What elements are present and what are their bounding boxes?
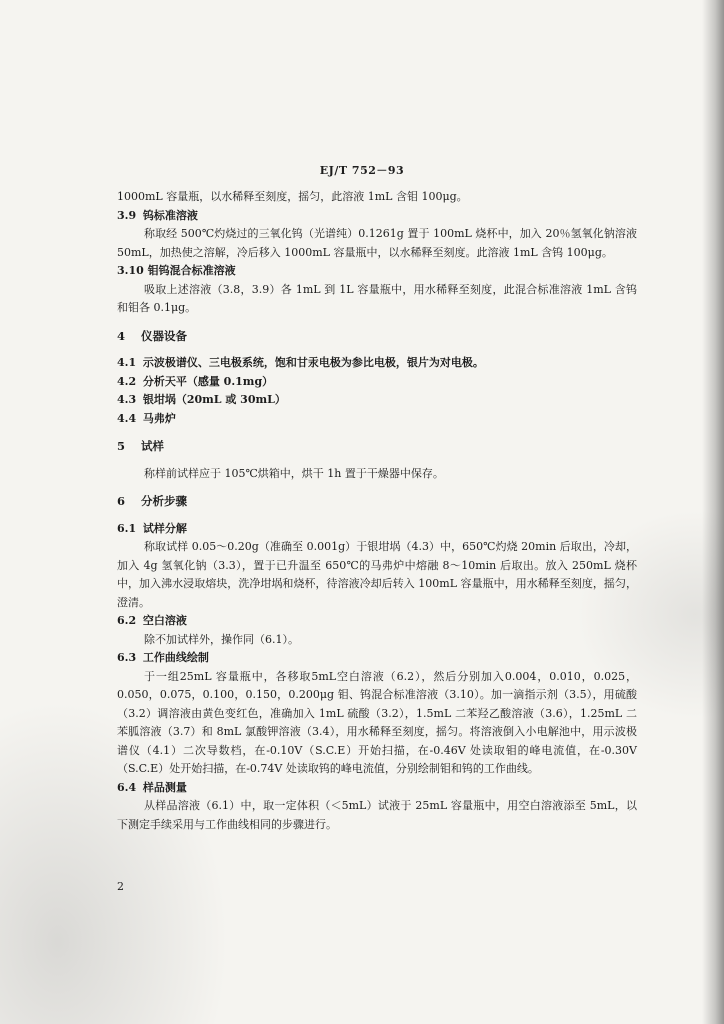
subsection-heading [117, 391, 637, 410]
section-heading [117, 437, 637, 456]
scan-shadow-edge [702, 0, 724, 1024]
section-number: 4.4 [117, 411, 137, 425]
document-body [117, 188, 637, 834]
section-number: 4 [117, 328, 126, 343]
section-title: 马弗炉 [142, 411, 176, 425]
subsection-heading [117, 262, 637, 281]
section-number: 6.4 [117, 780, 137, 794]
section-number: 3.10 [117, 264, 144, 277]
subsection-heading [117, 612, 637, 631]
paragraph: 称样前试样应于 105℃烘箱中，烘干 1h 置于干燥器中保存。 [144, 466, 444, 480]
section-title: 仪器设备 [141, 328, 188, 343]
section-title: 示波极谱仪、三电极系统，饱和甘汞电极为参比电极，银片为对电极。 [142, 356, 484, 369]
subsection-heading [117, 649, 637, 668]
section-number: 6 [117, 494, 126, 508]
section-title: 空白溶液 [142, 614, 187, 627]
paragraph: 从样品溶液（6.1）中，取一定体积（＜5mL）试液于 25mL 容量瓶中，用空白溶液添至 5mL，以下测定手续采用与工作曲线相同的步骤进行。 [117, 799, 637, 831]
paragraph: 1000mL 容量瓶，以水稀释至刻度，摇匀，此溶液 1mL 含钼 100μg。 [117, 190, 468, 203]
section-title: 分析天平（感量 0.1mg） [142, 374, 274, 388]
section-title: 钼钨混合标准溶液 [147, 264, 236, 277]
section-title: 分析步骤 [141, 494, 188, 508]
paragraph: 于一组25mL 容量瓶中，各移取5mL空白溶液（6.2），然后分别加入0.004，0.010，0.025，0.050，0.075，0.100，0.150，0.200μg 钼、钨混合标准溶液（3.10）。加一滴指示剂（3.5），用硫酸（3.2）调溶液由黄色变红色，准确加入 1mL 硫酸（3.2），1.5mL 二苯羟乙酸溶液（3.6），1.25mL 二苯胍溶液（3.7）和 8mL 氯酸钾溶液（3.4），用水稀释至刻度，摇匀。将溶液倒入小电解池中，用示波极谱仪（4.1）二次导数档，在-0.10V（S.C.E）开始扫描，在-0.46V 处读取钼的峰电流值，在-0.30V（S.C.E）处开始扫描，在-0.74V 处读取钨的峰电流值，分别绘制钼和钨的工作曲线。 [117, 669, 637, 775]
section-heading [117, 492, 637, 511]
subsection-heading [117, 354, 637, 373]
section-title: 工作曲线绘制 [142, 651, 209, 664]
paragraph: 称取经 500℃灼烧过的三氧化钨（光谱纯）0.1261g 置于 100mL 烧杯中，加入 20％氢氧化钠溶液 50mL，加热使之溶解，冷后移入 1000mL 容量瓶中，以水稀释至刻度。此溶液 1mL 含钨 100μg。 [117, 227, 637, 259]
section-title: 样品测量 [142, 780, 187, 794]
section-title: 试样分解 [142, 521, 187, 535]
section-number: 6.3 [117, 651, 137, 664]
section-number: 4.2 [117, 374, 137, 388]
section-number: 6.1 [117, 521, 137, 535]
subsection-heading [117, 779, 637, 798]
document-header: EJ/T 752－93 [319, 164, 405, 177]
paragraph: 除不加试样外，操作同（6.1）。 [144, 632, 299, 646]
section-title: 试样 [141, 439, 165, 453]
subsection-heading [117, 207, 637, 226]
subsection-heading [117, 520, 637, 539]
section-number: 6.2 [117, 614, 137, 627]
section-number: 5 [117, 439, 126, 453]
section-number: 4.3 [117, 393, 137, 406]
page-number: 2 [117, 880, 124, 893]
subsection-heading [117, 410, 637, 429]
paragraph: 吸取上述溶液（3.8，3.9）各 1mL 到 1L 容量瓶中，用水稀释至刻度，此混合标准溶液 1mL 含钨和钼各 0.1μg。 [117, 282, 637, 314]
section-title: 钨标准溶液 [142, 208, 198, 222]
paragraph: 称取试样 0.05～0.20g（准确至 0.001g）于银坩埚（4.3）中，650℃灼烧 20min 后取出，冷却，加入 4g 氢氧化钠（3.3），置于已升温至 650℃的马弗炉中熔融 8～10min 后取出。放入 250mL 烧杯中，加入沸水浸取熔块，洗净坩埚和烧杯，待溶液冷却后转入 100mL 容量瓶中，用水稀释至刻度，摇匀，澄清。 [117, 540, 637, 609]
section-heading [117, 327, 637, 346]
section-number: 3.9 [117, 208, 137, 222]
section-title: 银坩埚（20mL 或 30mL） [142, 393, 286, 406]
section-number: 4.1 [117, 356, 137, 369]
subsection-heading [117, 373, 637, 392]
